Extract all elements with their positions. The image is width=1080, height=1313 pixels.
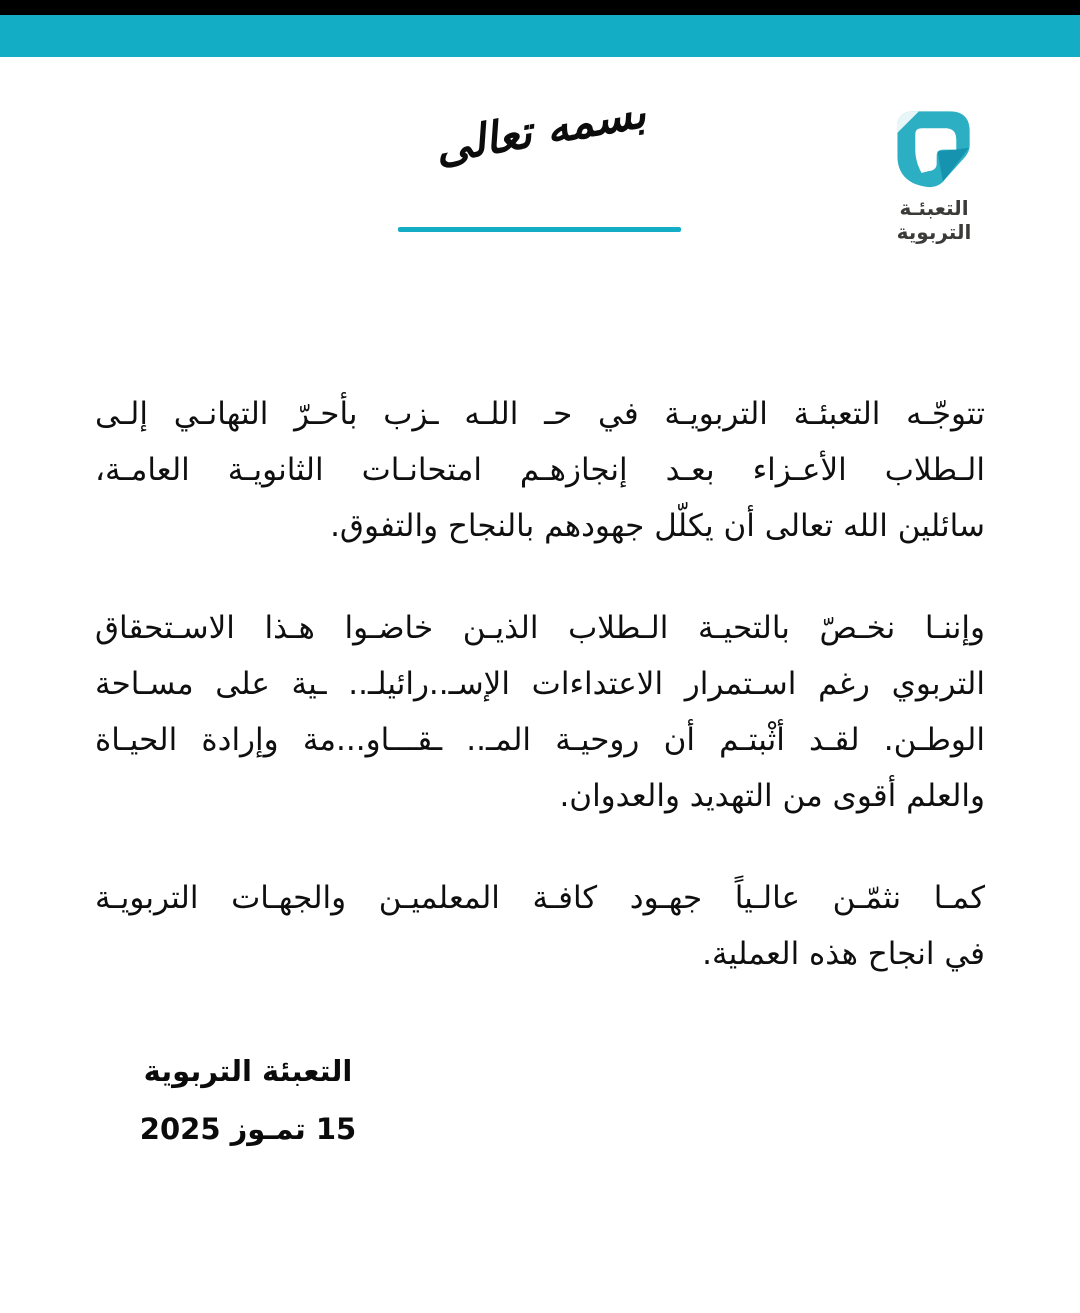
header-accent-bar <box>0 15 1080 57</box>
org-logo-label <box>884 196 984 245</box>
basmala-text: بسمه تعالى <box>430 86 650 175</box>
org-logo-label-line1: التعبئـة <box>899 196 969 220</box>
body-line: سائلين الله تعالى أن يكلّل جهودهم بالنجاح والتفوق. <box>330 508 985 544</box>
org-logo-label-line2: التربوية <box>896 220 972 245</box>
body-paragraph <box>95 870 985 982</box>
top-black-bar <box>0 0 1080 15</box>
body-line: التربوي رغم اسـتمرار الاعتداءات الإسـ..رائيلـ.. ـية على مسـاحة <box>95 666 985 702</box>
body-line: في انجاح هذه العملية. <box>702 936 985 972</box>
body-line: الوطـن. لقـد أثْبتـم أن روحيـة المـ.. ـقـــاو...مة وإرادة الحيـاة <box>95 722 985 758</box>
body-line: والعلم أقوى من التهديد والعدوان. <box>559 778 985 814</box>
signature-date: 15 تمـوز 2025 <box>139 1112 357 1146</box>
body-paragraph <box>95 386 985 554</box>
body-line: كمـا نثمّـن عالـياً جهـود كافـة المعلميـن والجهـات التربويـة <box>95 880 985 916</box>
body-line: وإننـا نخـصّ بالتحيـة الـطلاب الذيـن خاضـوا هـذا الاسـتحقاق <box>95 610 985 646</box>
org-logo-block <box>884 106 984 245</box>
statement-body <box>95 386 985 1028</box>
body-line: تتوجّـه التعبئـة التربويـة في حـ اللـه ـزب بأحـرّ التهانـي إلـى <box>95 396 985 432</box>
body-line: الـطلاب الأعـزاء بعـد إنجازهـم امتحانـات الثانويـة العامـة، <box>95 452 985 488</box>
basmala-underline <box>398 227 681 232</box>
signature-name: التعبئة التربوية <box>143 1054 353 1088</box>
org-logo-icon <box>889 106 979 188</box>
body-paragraph <box>95 600 985 824</box>
signature-block <box>118 1042 378 1158</box>
